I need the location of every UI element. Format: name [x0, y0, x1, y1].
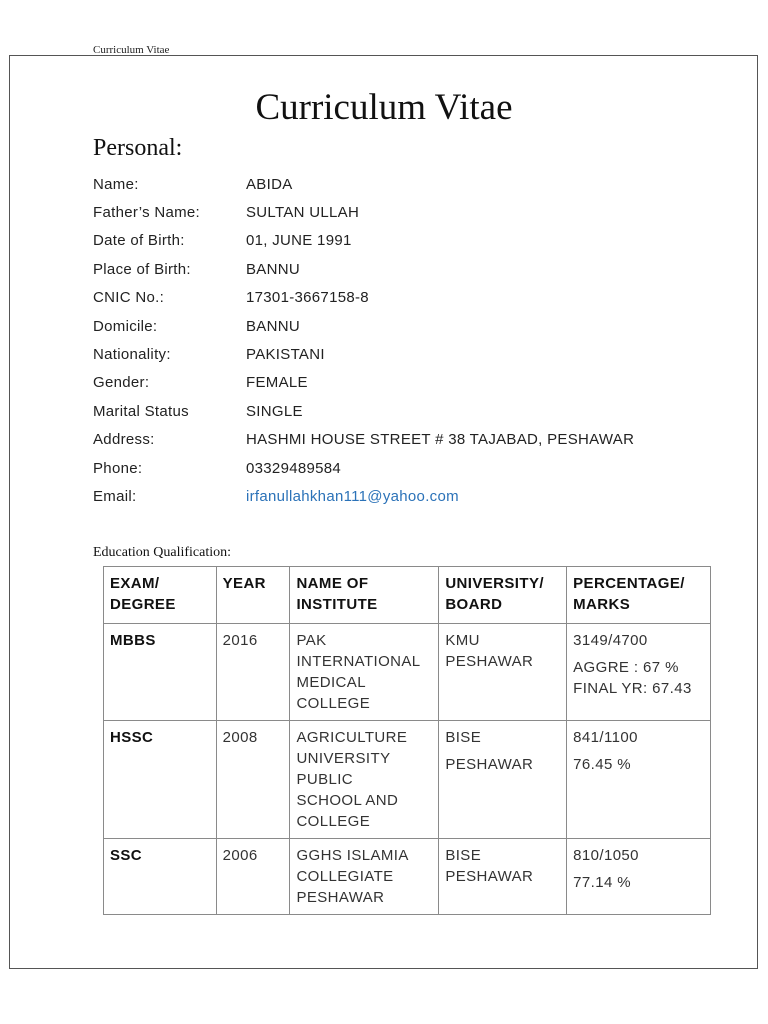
table-row	[104, 839, 711, 915]
marks-cell: 3149/4700 AGGRE : 67 % FINAL YR: 67.43	[567, 624, 711, 721]
personal-row-cnic	[93, 284, 733, 312]
personal-row-marital-status	[93, 397, 733, 425]
field-label: Place of Birth:	[93, 260, 191, 278]
field-value: 01, JUNE 1991	[246, 232, 352, 250]
board-cell: BISE PESHAWAR	[439, 839, 567, 915]
education-heading: Education Qualification:	[93, 545, 232, 560]
header-year: YEAR	[216, 567, 290, 624]
field-value: FEMALE	[246, 374, 308, 392]
document-title: Curriculum Vitae	[255, 87, 513, 128]
marks-cell: 810/1050 77.14 %	[567, 839, 711, 915]
field-value: SINGLE	[246, 402, 303, 420]
degree-cell: SSC	[104, 839, 217, 915]
education-table	[103, 566, 711, 915]
institute-cell: GGHS ISLAMIA COLLEGIATE PESHAWAR	[290, 839, 439, 915]
personal-row-gender	[93, 369, 733, 397]
personal-row-address	[93, 426, 733, 454]
personal-row-phone	[93, 454, 733, 482]
degree-cell: MBBS	[104, 624, 217, 721]
header-marks: PERCENTAGE/ MARKS	[567, 567, 711, 624]
field-label: Father’s Name:	[93, 204, 201, 222]
personal-row-place-of-birth	[93, 255, 733, 283]
header-institute: NAME OF INSTITUTE	[290, 567, 439, 624]
board-cell: BISE PESHAWAR	[439, 721, 567, 839]
field-label: Email:	[93, 487, 137, 505]
field-value: PAKISTANI	[246, 346, 325, 364]
field-value: BANNU	[246, 260, 301, 278]
running-header: Curriculum Vitae	[93, 44, 170, 56]
personal-row-name	[93, 170, 733, 198]
personal-heading: Personal:	[93, 135, 183, 161]
table-row	[104, 721, 711, 839]
personal-row-email	[93, 482, 733, 510]
personal-row-domicile	[93, 312, 733, 340]
email-link[interactable]: irfanullahkhan111@yahoo.com	[246, 487, 459, 505]
year-cell: 2008	[216, 721, 290, 839]
field-value: ABIDA	[246, 175, 293, 193]
field-label: Name:	[93, 175, 139, 193]
marks-cell: 841/1100 76.45 %	[567, 721, 711, 839]
field-value: 03329489584	[246, 459, 342, 477]
field-value: SULTAN ULLAH	[246, 204, 360, 222]
table-row	[104, 624, 711, 721]
board-cell: KMU PESHAWAR	[439, 624, 567, 721]
institute-cell: PAK INTERNATIONAL MEDICAL COLLEGE	[290, 624, 439, 721]
personal-row-date-of-birth	[93, 227, 733, 255]
field-label: Nationality:	[93, 346, 171, 364]
year-cell: 2006	[216, 839, 290, 915]
field-label: Phone:	[93, 459, 143, 477]
field-value: BANNU	[246, 317, 301, 335]
personal-details	[93, 170, 733, 511]
field-label: Domicile:	[93, 317, 158, 335]
year-cell: 2016	[216, 624, 290, 721]
table-header-row	[104, 567, 711, 624]
field-label: Marital Status	[93, 402, 189, 420]
header-exam-degree: EXAM/ DEGREE	[104, 567, 217, 624]
header-board: UNIVERSITY/ BOARD	[439, 567, 567, 624]
field-value: HASHMI HOUSE STREET # 38 TAJABAD, PESHAWAR	[246, 431, 635, 449]
field-label: CNIC No.:	[93, 289, 165, 307]
personal-row-nationality	[93, 340, 733, 368]
institute-cell: AGRICULTURE UNIVERSITY PUBLIC SCHOOL AND COLLEGE	[290, 721, 439, 839]
field-value: 17301-3667158-8	[246, 289, 369, 307]
field-label: Address:	[93, 431, 155, 449]
degree-cell: HSSC	[104, 721, 217, 839]
field-label: Date of Birth:	[93, 232, 185, 250]
field-label: Gender:	[93, 374, 150, 392]
personal-row-fathers-name	[93, 198, 733, 226]
